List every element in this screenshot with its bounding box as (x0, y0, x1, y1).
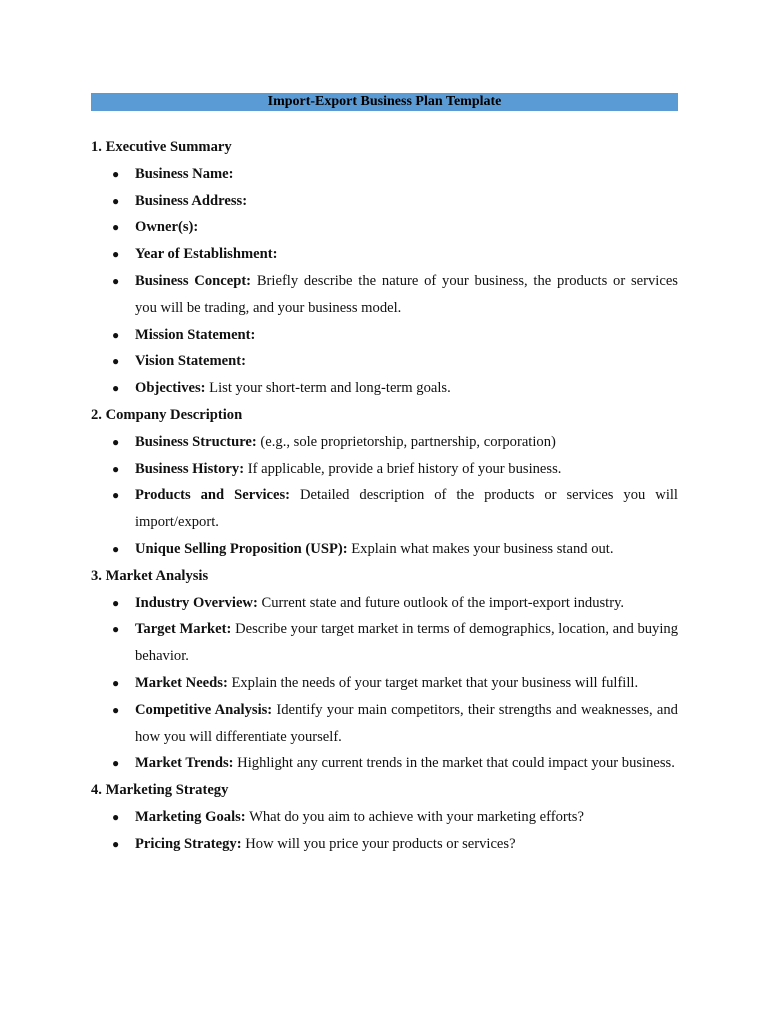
list-item (91, 322, 678, 349)
item-label: Business Structure: (135, 433, 257, 450)
bullet-icon: ● (112, 193, 120, 208)
document-body (91, 134, 678, 858)
list-item (91, 616, 678, 670)
item-label: Objectives: (135, 380, 206, 397)
list-item (91, 670, 678, 697)
bullet-icon: ● (112, 381, 120, 396)
bullet-icon: ● (112, 595, 120, 610)
bullet-icon: ● (112, 541, 120, 556)
item-label: Year of Establishment: (135, 246, 278, 263)
list-item (91, 482, 678, 536)
item-description: (e.g., sole proprietorship, partnership, corporation) (260, 433, 556, 450)
bullet-icon: ● (112, 354, 120, 369)
item-description: List your short-term and long-term goals. (209, 380, 451, 397)
item-label: Competitive Analysis: (135, 701, 273, 718)
item-label: Business Address: (135, 192, 248, 209)
item-description: Explain the needs of your target market that your business will fulfill. (231, 674, 639, 691)
document-title: Import-Export Business Plan Template (91, 93, 678, 111)
bullet-icon: ● (112, 166, 120, 181)
bullet-list (91, 590, 678, 778)
item-description: Detailed description of the products or services you will import/export. (135, 487, 678, 531)
section (91, 777, 678, 857)
list-item (91, 831, 678, 858)
list-item (91, 188, 678, 215)
list-item (91, 268, 678, 322)
list-item (91, 348, 678, 375)
bullet-icon: ● (112, 702, 120, 717)
item-label: Marketing Goals: (135, 808, 246, 825)
item-label: Business History: (135, 460, 245, 477)
item-label: Pricing Strategy: (135, 835, 242, 852)
bullet-icon: ● (112, 434, 120, 449)
item-label: Owner(s): (135, 219, 199, 236)
section-heading: 2. Company Description (91, 406, 243, 423)
item-label: Unique Selling Proposition (USP): (135, 540, 348, 557)
item-label: Market Trends: (135, 755, 234, 772)
list-item (91, 804, 678, 831)
bullet-icon: ● (112, 756, 120, 771)
list-item (91, 697, 678, 751)
item-description: Briefly describe the nature of your business, the products or services you will be trading, and your business model. (135, 272, 678, 316)
item-description: Highlight any current trends in the market that could impact your business. (237, 755, 675, 772)
item-label: Industry Overview: (135, 594, 258, 611)
bullet-icon: ● (112, 488, 120, 503)
section (91, 134, 678, 402)
item-label: Target Market: (135, 621, 232, 638)
bullet-icon: ● (112, 809, 120, 824)
item-description: Describe your target market in terms of demographics, location, and buying behavior. (135, 621, 678, 665)
bullet-icon: ● (112, 327, 120, 342)
bullet-icon: ● (112, 675, 120, 690)
item-label: Business Concept: (135, 272, 252, 289)
list-item (91, 590, 678, 617)
bullet-icon: ● (112, 461, 120, 476)
bullet-list (91, 161, 678, 402)
item-description: Identify your main competitors, their strengths and weaknesses, and how you will differentiate yourself. (135, 701, 678, 745)
section (91, 402, 678, 563)
bullet-icon: ● (112, 622, 120, 637)
section (91, 563, 678, 777)
list-item (91, 214, 678, 241)
item-label: Market Needs: (135, 674, 228, 691)
item-description: If applicable, provide a brief history of your business. (247, 460, 562, 477)
item-label: Mission Statement: (135, 326, 256, 343)
list-item (91, 536, 678, 563)
section-heading: 3. Market Analysis (91, 567, 209, 584)
list-item (91, 375, 678, 402)
item-label: Business Name: (135, 165, 234, 182)
item-description: How will you price your products or services? (245, 835, 516, 852)
section-heading: 4. Marketing Strategy (91, 782, 229, 799)
list-item (91, 750, 678, 777)
bullet-icon: ● (112, 220, 120, 235)
bullet-list (91, 804, 678, 858)
bullet-icon: ● (112, 247, 120, 262)
bullet-list (91, 429, 678, 563)
list-item (91, 429, 678, 456)
bullet-icon: ● (112, 273, 120, 288)
list-item (91, 161, 678, 188)
item-label: Products and Services: (135, 487, 291, 504)
item-description: What do you aim to achieve with your marketing efforts? (249, 808, 584, 825)
item-description: Explain what makes your business stand out. (351, 540, 614, 557)
item-description: Current state and future outlook of the import-export industry. (261, 594, 625, 611)
item-label: Vision Statement: (135, 353, 246, 370)
list-item (91, 241, 678, 268)
bullet-icon: ● (112, 836, 120, 851)
section-heading: 1. Executive Summary (91, 139, 232, 155)
list-item (91, 456, 678, 483)
